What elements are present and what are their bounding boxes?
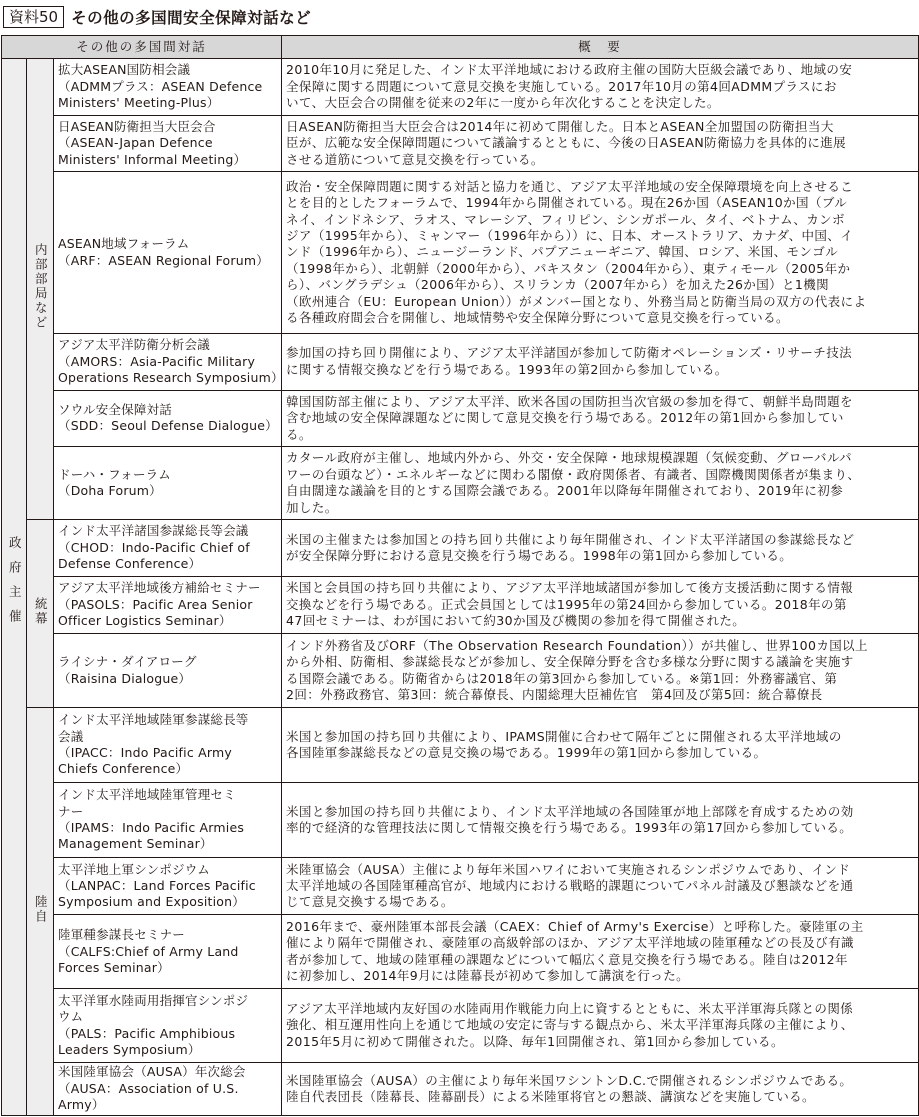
dialogue-summary: 米国の主催または参加国との持ち回り共催により毎年開催され、インド太平洋諸国の参謀総長など が安全保障分野における意見交換を行う場である。1998年の第1回から参加している。 <box>282 520 919 577</box>
table-row <box>2 857 919 915</box>
dialogue-name: ソウル安全保障対話 （SDD：Seoul Defense Dialogue） <box>54 390 282 447</box>
dialogue-name: インド太平洋地域陸軍管理セミ ナー （IPAMS：Indo Pacific Armies Management Seminar） <box>54 783 282 858</box>
table-row <box>2 172 919 334</box>
dialogue-summary: 政治・安全保障問題に関する対話と協力を通じ、アジア太平洋地域の安全保障環境を向上させるこ とを目的としたフォーラムで、1994年から開催されている。現在26か国（ASEAN10か国（ブル ネイ、インドネシア、ラオス、マレーシア、フィリピン、シンガポール、タイ、ベトナム、カンボ ジア（1995年から）、ミャンマー（1996年から））に、日本、オーストラリア、カナダ、中国、イ ンド（1996年から）、ニュージーランド、パプアニューギニア、韓国、ロシア、米国、モンゴル （1998年から）、北朝鮮（2000年から）、パキスタン（2004年から）、東ティモール（2005年か ら）、バングラデシュ（2006年から）、スリランカ（2007年から）を加えた26か国）と1機関 （欧州連合（EU：European Union））がメンバー国となり、外務当局と防衛当局の双方の代表によ る各種政府間会合を開催し、地域情勢や安全保障分野について意見交換を行っている。 <box>282 172 919 334</box>
dialogue-name: ライシナ・ダイアローグ （Raisina Dialogue） <box>54 634 282 708</box>
table-row <box>2 783 919 858</box>
dialogue-name: 太平洋地上軍シンポジウム （LANPAC：Land Forces Pacific Symposium and Exposition） <box>54 857 282 915</box>
column-header-name: その他の多国間対話 <box>2 36 282 59</box>
dialogue-name: ASEAN地域フォーラム （ARF：ASEAN Regional Forum） <box>54 172 282 334</box>
dialogue-name: 拡大ASEAN国防相会議 （ADMMプラス：ASEAN Defence Ministers' Meeting-Plus） <box>54 59 282 116</box>
table-row <box>2 59 919 116</box>
dialogue-summary: 米国と参加国の持ち回り共催により、インド太平洋地域の各国陸軍が地上部隊を育成するための効 率的で経済的な管理技法に関して情報交換を行う場である。1993年の第17回から参加している。 <box>282 783 919 858</box>
dialogue-summary: インド外務省及びORF（The Observation Research Foundation））が共催し、世界100カ国以上 から外相、防衛相、参謀総長などが参加し、安全保障分野を含む多様な分野に関する議論を実施す る国際会議である。防衛省からは2018年の第3回から参加している。※第1回：外務審議官、第 2回：外務政務官、第3回：統合幕僚長、内閣総理大臣補佐官 第4回及び第5回：統合幕僚長 <box>282 634 919 708</box>
table-row <box>2 576 919 634</box>
document-header <box>3 3 311 30</box>
table-row <box>2 520 919 577</box>
column-header-summary: 概 要 <box>282 36 919 59</box>
document-title: その他の多国間安全保障対話など <box>71 8 312 27</box>
dialogue-summary: 2010年10月に発足した、インド太平洋地域における政府主催の国防大臣級会議であり、地域の安 全保障に関する問題について意見交換を実施している。2017年10月の第4回ADMMプラスにお いて、大臣会合の開催を従来の2年に一度から年次化することを決定した。 <box>282 59 919 116</box>
table-row <box>2 115 919 172</box>
dialogue-summary: カタール政府が主催し、地域内外から、外交・安全保障・地球規模課題（気候変動、グローバルパ ワーの台頭など）・エネルギーなどに関わる閣僚・政府関係者、有識者、国際機関関係者が集まり、 自由闊達な議論を目的とする国際会議である。2001年以降毎年開催されており、2019年に初参 加した。 <box>282 447 919 520</box>
dialogue-name: 陸軍種参謀長セミナー （CALFS:Chief of Army Land Forces Seminar） <box>54 915 282 989</box>
dialogue-name: ドーハ・フォーラム （Doha Forum） <box>54 447 282 520</box>
table-row <box>2 634 919 708</box>
group-label: 内部部局など <box>33 243 49 331</box>
dialogue-summary: アジア太平洋地域内友好国の水陸両用作戦能力向上に資するとともに、米太平洋軍海兵隊との関係 強化、相互運用性向上を通じて地域の安定に寄与する観点から、米太平洋軍海兵隊の主催により、 2015年5月に初めて開催された。以降、毎年1回開催され、第1回から参加している。 <box>282 989 919 1063</box>
dialogue-name: インド太平洋諸国参謀総長等会議 （CHOD：Indo-Pacific Chief of Defense Conference） <box>54 520 282 577</box>
dialogue-name: 米国陸軍協会（AUSA）年次総会 （AUSA：Association of U.S. Army） <box>54 1063 282 1116</box>
group-label: 統幕 <box>33 596 49 626</box>
dialogue-summary: 日ASEAN防衛担当大臣会合は2014年に初めて開催した。日本とASEAN全加盟国の防衛担当大 臣が、広範な安全保障問題について議論するとともに、今後の日ASEAN防衛協力を具体的に進展 させる道筋について意見交換を行っている。 <box>282 115 919 172</box>
dialogue-name: アジア太平洋地域後方補給セミナー （PASOLS：Pacific Area Senior Officer Logistics Seminar） <box>54 576 282 634</box>
group-cell-tobaku <box>27 520 54 708</box>
dialogue-summary: 米国と会員国の持ち回り共催により、アジア太平洋地域諸国が参加して後方支援活動に関する情報 交換などを行う場である。正式会員国としては1995年の第24回から参加している。2018年の第 47回セミナーは、わが国において約30か国及び機関の参加を得て開催された。 <box>282 576 919 634</box>
dialogue-summary: 韓国国防部主催により、アジア太平洋、欧米各国の国防担当次官級の参加を得て、朝鮮半島問題を 含む地域の安全保障課題などに関して意見交換を行う場である。2012年の第1回から参加してい る。 <box>282 390 919 447</box>
table-row <box>2 1063 919 1116</box>
table-row <box>2 390 919 447</box>
group-label: 陸自 <box>33 894 49 924</box>
dialogue-name: インド太平洋地域陸軍参謀総長等 会議 （IPACC：Indo Pacific Army Chiefs Conference） <box>54 708 282 783</box>
table-row <box>2 447 919 520</box>
dialogue-summary: 米国と参加国の持ち回り共催により、IPAMS開催に合わせて隔年ごとに開催される太平洋地域の 各国陸軍参謀総長などの意見交換の場である。1999年の第1回から参加している。 <box>282 708 919 783</box>
outer-group-cell <box>2 59 27 1116</box>
table-header-row <box>2 36 919 59</box>
dialogue-name: 太平洋軍水陸両用指揮官シンポジ ウム （PALS：Pacific Amphibious Leaders Symposium） <box>54 989 282 1063</box>
document-number-badge: 資料50 <box>3 6 64 28</box>
dialogue-table <box>1 35 919 1116</box>
dialogue-name: 日ASEAN防衛担当大臣会合 （ASEAN-Japan Defence Ministers' Informal Meeting） <box>54 115 282 172</box>
dialogue-summary: 米陸軍協会（AUSA）主催により毎年米国ハワイにおいて実施されるシンポジウムであり、インド 太平洋地域の各国陸軍種高官が、地域内における戦略的課題についてパネル討議及び懇談などを通 じて意見交換する場である。 <box>282 857 919 915</box>
dialogue-name: アジア太平洋防衛分析会議 （AMORS：Asia-Pacific Military Operations Research Symposium） <box>54 334 282 391</box>
table-row <box>2 708 919 783</box>
table-row <box>2 334 919 391</box>
group-cell-naibu <box>27 59 54 520</box>
table-row <box>2 989 919 1063</box>
dialogue-summary: 2016年まで、豪州陸軍本部長会議（CAEX：Chief of Army's Exercise）と呼称した。豪陸軍の主 催により隔年で開催され、豪陸軍の高級幹部のほか、アジア太平洋地域の陸軍種などの長及び有識 者が参加して、地域の陸軍種の課題などについて幅広く意見交換を行う場である。陸自は2012年 に初参加し、2014年9月には陸幕長が初めて参加して講演を行った。 <box>282 915 919 989</box>
dialogue-summary: 参加国の持ち回り開催により、アジア太平洋諸国が参加して防衛オペレーションズ・リサーチ技法 に関する情報交換などを行う場である。1993年の第2回から参加している。 <box>282 334 919 391</box>
group-cell-rikuji <box>27 708 54 1116</box>
table-row <box>2 915 919 989</box>
outer-group-label: 政府主催 <box>7 535 23 634</box>
dialogue-summary: 米国陸軍協会（AUSA）の主催により毎年米国ワシントンD.C.で開催されるシンポジウムである。 陸自代表団長（陸幕長、陸幕副長）による米陸軍将官との懇談、講演などを実施している。 <box>282 1063 919 1116</box>
